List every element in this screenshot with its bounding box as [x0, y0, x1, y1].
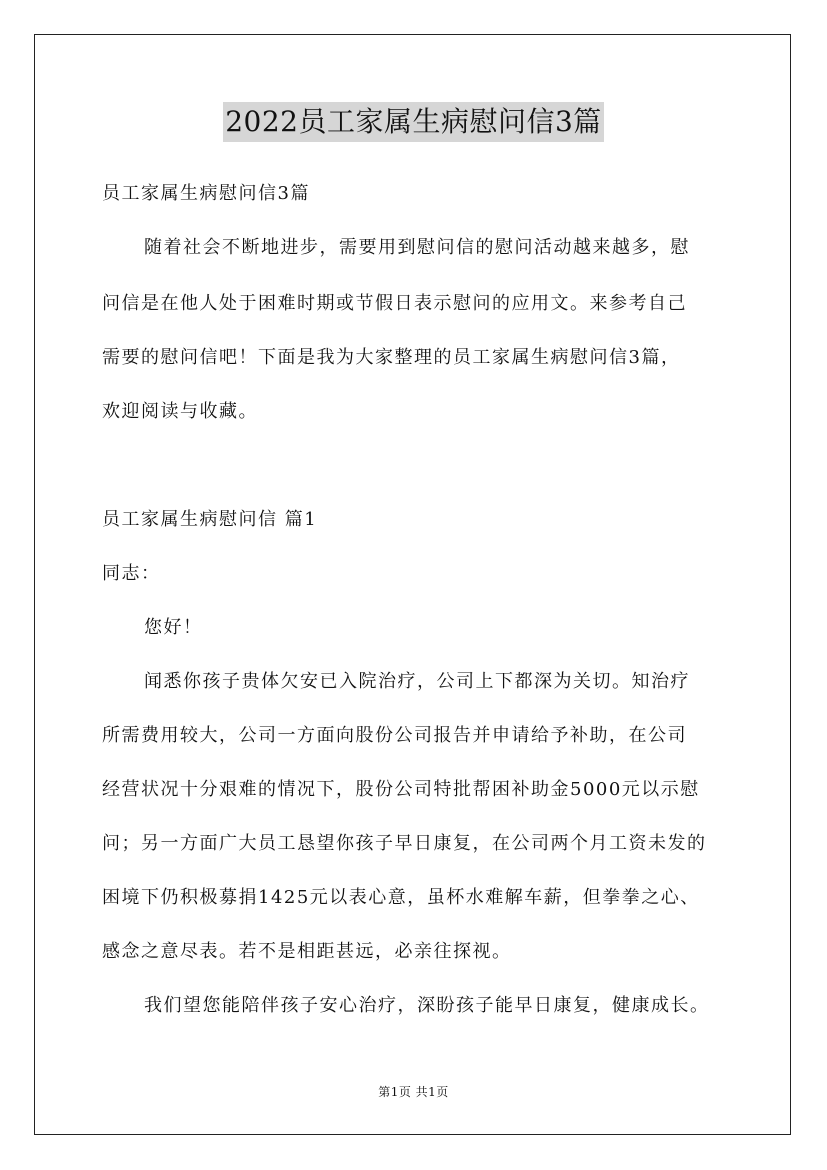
intro-paragraph-line: 问信是在他人处于困难时期或节假日表示慰问的应用文。来参考自己: [102, 293, 687, 314]
intro-paragraph-line: 随着社会不断地进步，需要用到慰问信的慰问活动越来越多，慰: [144, 237, 690, 258]
salutation: 同志：: [102, 563, 161, 584]
body-paragraph-line: 所需费用较大，公司一方面向股份公司报告并申请给予补助，在公司: [102, 725, 687, 746]
body-paragraph-line: 感念之意尽表。若不是相距甚远，必亲往探视。: [102, 941, 512, 962]
closing-line: 我们望您能陪伴孩子安心治疗，深盼孩子能早日康复，健康成长。: [144, 995, 710, 1016]
page-footer: 第1页 共1页: [378, 1085, 449, 1099]
greeting: 您好！: [144, 617, 203, 638]
body-paragraph-line: 经营状况十分艰难的情况下，股份公司特批帮困补助金5000元以示慰: [102, 779, 700, 800]
body-paragraph-line: 闻悉你孩子贵体欠安已入院治疗，公司上下都深为关切。知治疗: [144, 671, 690, 692]
document-subtitle: 员工家属生病慰问信3篇: [102, 183, 310, 204]
document-title: 2022员工家属生病慰问信3篇: [223, 102, 604, 142]
section-heading: 员工家属生病慰问信 篇1: [102, 509, 318, 530]
intro-paragraph-line: 欢迎阅读与收藏。: [102, 401, 258, 422]
title-container: [0, 102, 827, 142]
intro-paragraph-line: 需要的慰问信吧！下面是我为大家整理的员工家属生病慰问信3篇，: [102, 347, 681, 368]
body-paragraph-line: 问；另一方面广大员工恳望你孩子早日康复，在公司两个月工资未发的: [102, 833, 707, 854]
body-paragraph-line: 困境下仍积极募捐1425元以表心意，虽杯水难解车薪，但拳拳之心、: [102, 887, 700, 908]
